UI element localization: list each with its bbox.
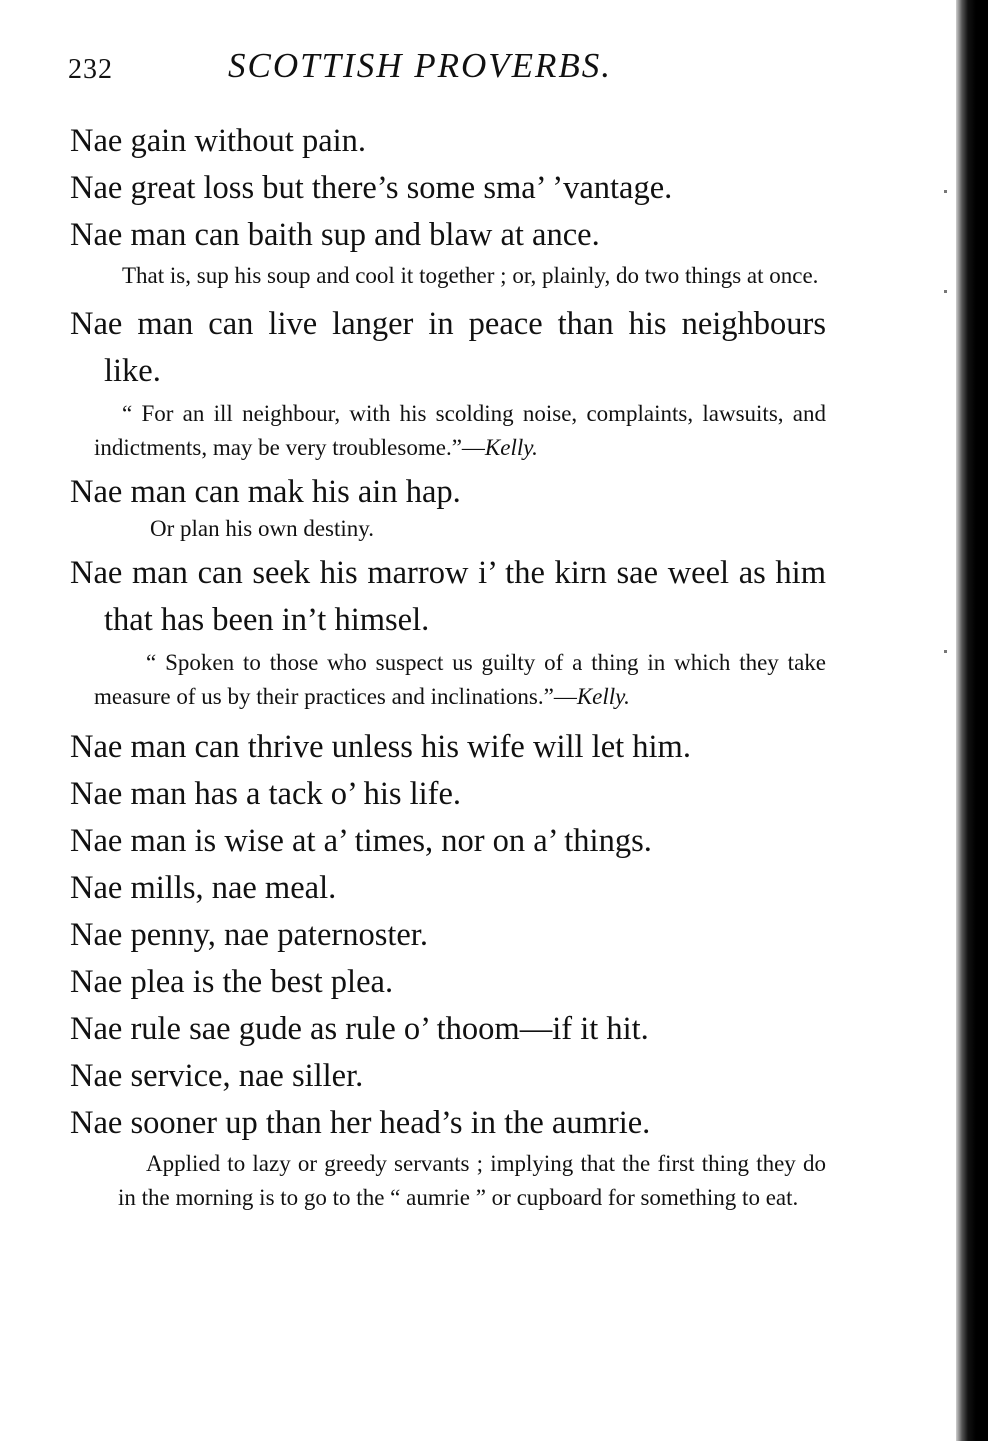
- proverb: Nae penny, nae paternoster.: [70, 917, 428, 953]
- proverb: Nae mills, nae meal.: [70, 870, 337, 906]
- proverb: Nae man can baith sup and blaw at ance.: [70, 217, 600, 253]
- page-header: [68, 44, 928, 94]
- proverb-list: [70, 118, 826, 1219]
- proverb: Nae man has a tack o’ his life.: [70, 776, 462, 812]
- proverb: Nae great loss but there’s some sma’ ’vantage.: [70, 170, 673, 206]
- proverb: Nae plea is the best plea.: [70, 964, 394, 1000]
- proverb: Nae service, nae siller.: [70, 1058, 364, 1094]
- proverb-note: That is, sup his soup and cool it together ; or, plainly, do two things at once.: [122, 263, 819, 288]
- proverb: Nae man can live langer in peace than his neighbours like.: [70, 306, 826, 389]
- note-author: Kelly.: [484, 435, 538, 460]
- scan-speck: [944, 190, 947, 193]
- page-number: 232: [68, 54, 113, 85]
- note-text: “ For an ill neighbour, with his scolding noise, complaints, lawsuits, and indictments, may be very troublesome.”—: [94, 401, 826, 460]
- proverb-note: Applied to lazy or greedy servants ; implying that the first thing they do in the morning is to go to the “ aumrie ” or cupboard for something to eat.: [118, 1151, 826, 1210]
- book-spine-shadow: [956, 0, 988, 1441]
- proverb-note: [94, 646, 826, 714]
- proverb-note: Or plan his own destiny.: [150, 516, 375, 541]
- proverb: Nae gain without pain.: [70, 123, 367, 159]
- note-author: Kelly.: [576, 684, 630, 709]
- scan-speck: [944, 290, 947, 293]
- proverb: Nae man is wise at a’ times, nor on a’ things.: [70, 823, 652, 859]
- proverb-note: [94, 397, 826, 465]
- proverb: Nae rule sae gude as rule o’ thoom—if it hit.: [70, 1011, 649, 1047]
- proverb: Nae sooner up than her head’s in the aumrie.: [70, 1105, 651, 1141]
- running-title: SCOTTISH PROVERBS.: [228, 46, 613, 85]
- proverb: Nae man can thrive unless his wife will let him.: [70, 729, 691, 765]
- scan-speck: [944, 650, 947, 653]
- proverb: Nae man can mak his ain hap.: [70, 474, 461, 510]
- proverb: Nae man can seek his marrow i’ the kirn sae weel as him that has been in’t himsel.: [70, 555, 826, 638]
- note-text: “ Spoken to those who suspect us guilty of a thing in which they take measure of us by their practices and inclinations.”—: [94, 650, 826, 709]
